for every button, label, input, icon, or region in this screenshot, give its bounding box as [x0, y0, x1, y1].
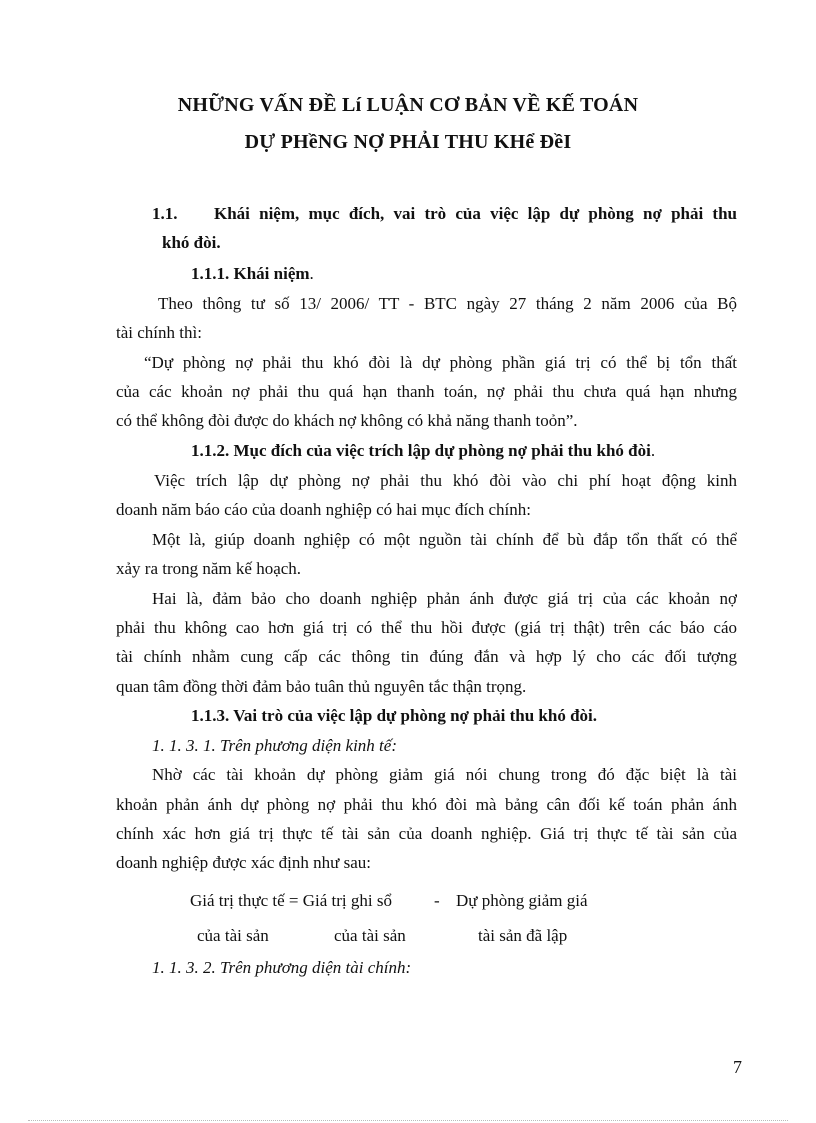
- subsection-heading: 1.1.3. Vai trò của việc lập dự phòng nợ phải thu khó đòi.: [191, 706, 598, 725]
- quote-line: có thể không đòi được do khách nợ không có khả năng thanh toỏn”.: [116, 411, 578, 430]
- subsubsection-heading: 1. 1. 3. 2. Trên phương diện tài chính:: [152, 958, 412, 977]
- formula-caption-3: tài sản đã lập: [478, 926, 568, 945]
- title-line-1: NHỮNG VẤN ĐỀ Lí LUẬN CƠ BẢN VỀ KẾ TOÁN: [177, 94, 639, 116]
- paragraph-line: khoản phản ánh dự phòng nợ phải thu khó đòi mà bảng cân đối kế toán phản ánh: [116, 795, 737, 814]
- formula-caption-1: của tài sản: [197, 926, 269, 945]
- paragraph-line: Một là, giúp doanh nghiệp có một nguồn tài chính để bù đắp tổn thất có thể: [152, 530, 737, 549]
- formula-caption-2: của tài sản: [334, 926, 406, 945]
- subsection-heading-text: 1.1.2. Mục đích của việc trích lập dự phòng nợ phải thu khó đòi: [191, 441, 651, 460]
- paragraph-line: Theo thông tư số 13/ 2006/ TT - BTC ngày 27 tháng 2 năm 2006 của Bộ: [158, 294, 737, 313]
- section-heading-cont: khó đòi.: [162, 233, 221, 252]
- heading-dot: .: [650, 441, 656, 460]
- paragraph-line: doanh nghiệp được xác định như sau:: [116, 853, 371, 872]
- subsubsection-heading: 1. 1. 3. 1. Trên phương diện kinh tế:: [152, 736, 397, 755]
- subsection-heading: [191, 440, 655, 462]
- section-number: 1.1.: [152, 204, 178, 223]
- paragraph-line: quan tâm đồng thời đảm bảo tuân thủ nguyên tắc thận trọng.: [116, 677, 527, 696]
- paragraph-line: tài chính thì:: [116, 323, 202, 342]
- subsection-heading: [191, 263, 314, 285]
- formula-rhs: Dự phòng giảm giá: [456, 891, 588, 910]
- section-heading: Khái niệm, mục đích, vai trò của việc lập dự phòng nợ phải thu: [214, 204, 737, 223]
- paragraph-line: chính xác hơn giá trị thực tế tài sản của doanh nghiệp. Giá trị thực tế tài sản của: [116, 824, 737, 843]
- paragraph-line: phải thu không cao hơn giá trị có thể thu hồi được (giá trị thật) trên các báo cáo: [116, 618, 737, 637]
- paragraph-line: xảy ra trong năm kế hoạch.: [116, 559, 302, 578]
- heading-dot: .: [309, 264, 314, 283]
- formula-minus: -: [434, 891, 440, 910]
- subsection-heading-text: 1.1.1. Khái niệm: [191, 264, 310, 283]
- page-bottom-divider: [28, 1120, 788, 1121]
- formula-lhs: Giá trị thực tế = Giá trị ghi sổ: [190, 891, 392, 910]
- quote-line: của các khoản nợ phải thu quá hạn thanh toán, nợ phải thu chưa quá hạn nhưng: [116, 382, 737, 401]
- page-number: 7: [733, 1057, 742, 1077]
- paragraph-line: tài chính nhằm cung cấp các thông tin đúng đắn và hợp lý cho các đối tượng: [116, 647, 737, 666]
- paragraph-line: Nhờ các tài khoản dự phòng giảm giá nói chung trong đó đặc biệt là tài: [152, 765, 737, 784]
- paragraph-line: Hai là, đảm bảo cho doanh nghiệp phản ánh được giá trị của các khoản nợ: [152, 589, 737, 608]
- quote-line: “Dự phòng nợ phải thu khó đòi là dự phòng phần giá trị có thể bị tổn thất: [144, 353, 737, 372]
- paragraph-line: Việc trích lập dự phòng nợ phải thu khó đòi vào chi phí hoạt động kinh: [154, 471, 737, 490]
- title-line-2: DỰ PHềNG NỢ PHẢI THU KHể ĐềI: [244, 131, 572, 153]
- paragraph-line: doanh năm báo cáo của doanh nghiệp có hai mục đích chính:: [116, 500, 531, 519]
